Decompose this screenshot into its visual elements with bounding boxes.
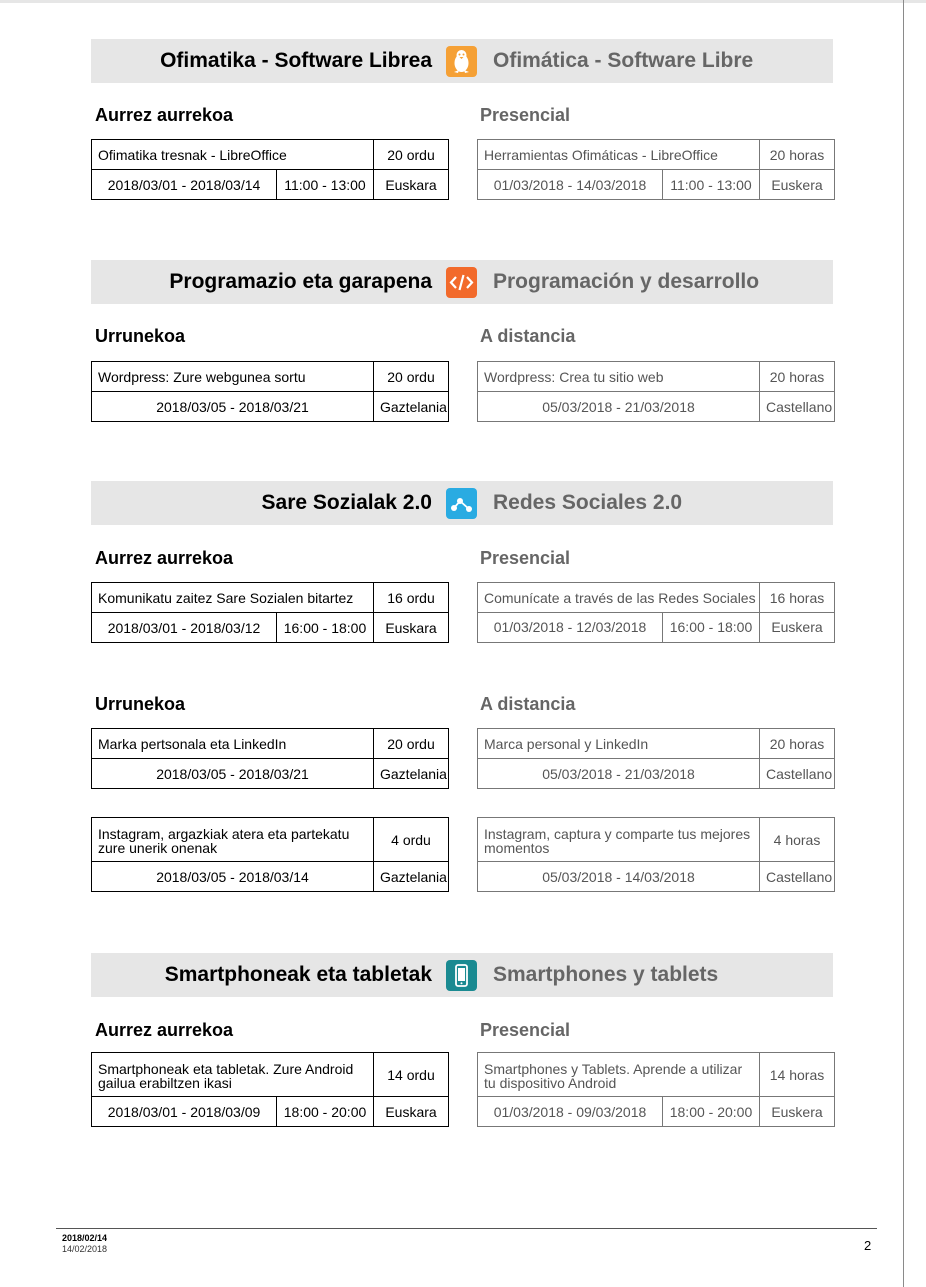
section-title-eu: Sare Sozialak 2.0 — [261, 491, 432, 514]
mode-label-es: Presencial — [480, 1020, 571, 1040]
course-table-es — [477, 582, 835, 613]
mode-label-eu: Urrunekoa — [95, 694, 186, 714]
course-name: Herramientas Ofimáticas - LibreOffice — [478, 140, 760, 170]
course-dates: 2018/03/01 - 2018/03/14 — [92, 170, 277, 200]
table-row — [478, 392, 835, 422]
course-dates: 05/03/2018 - 14/03/2018 — [478, 862, 760, 892]
course-table-es-row2 — [477, 612, 835, 643]
page-right-edge — [903, 0, 904, 1287]
course-language: Euskera — [760, 612, 835, 642]
code-icon — [446, 267, 477, 298]
section-title-es: Redes Sociales 2.0 — [493, 491, 683, 514]
table-row — [92, 759, 449, 789]
footer-divider — [56, 1228, 877, 1229]
course-name: Komunikatu zaitez Sare Sozialen bitartez — [92, 583, 374, 613]
course-name: Marka pertsonala eta LinkedIn — [92, 729, 374, 759]
mode-label-eu: Aurrez aurrekoa — [95, 548, 234, 568]
course-table-eu — [91, 817, 449, 892]
course-name: Instagram, captura y comparte tus mejores momentos — [478, 818, 760, 862]
course-name: Marca personal y LinkedIn — [478, 729, 760, 759]
course-table-eu — [91, 582, 449, 643]
footer-date-es: 14/02/2018 — [62, 1244, 108, 1254]
course-time: 18:00 - 20:00 — [663, 1097, 760, 1127]
section-ofimatika — [91, 39, 833, 193]
course-dates: 2018/03/01 - 2018/03/12 — [92, 613, 277, 643]
course-language: Euskara — [374, 1097, 449, 1127]
course-duration: 20 ordu — [374, 362, 449, 392]
penguin-icon — [446, 46, 477, 77]
course-time: 11:00 - 13:00 — [663, 170, 760, 200]
table-row — [478, 1053, 835, 1097]
table-row — [92, 818, 449, 862]
table-row — [478, 140, 835, 170]
course-time: 16:00 - 18:00 — [663, 612, 760, 642]
course-language: Castellano — [760, 392, 835, 422]
table-row — [478, 583, 835, 613]
course-name: Wordpress: Zure webgunea sortu — [92, 362, 374, 392]
course-dates: 05/03/2018 - 21/03/2018 — [478, 392, 760, 422]
mode-label-es: Presencial — [480, 105, 571, 125]
share-network-icon — [446, 488, 477, 519]
course-dates: 01/03/2018 - 14/03/2018 — [478, 170, 663, 200]
table-row — [92, 613, 449, 643]
footer-date-eu: 2018/02/14 — [62, 1233, 108, 1243]
section-header — [91, 39, 833, 83]
section-programazio — [91, 260, 833, 415]
page-number: 2 — [864, 1238, 872, 1253]
section-sare-sozialak — [91, 481, 833, 885]
course-table-es — [477, 817, 835, 892]
course-table-eu — [91, 1052, 449, 1127]
course-table-eu — [91, 361, 449, 422]
course-duration: 20 ordu — [374, 729, 449, 759]
section-title-eu: Ofimatika - Software Librea — [160, 49, 432, 72]
course-duration: 20 ordu — [374, 140, 449, 170]
smartphone-icon — [446, 960, 477, 991]
course-language: Gaztelania — [374, 759, 449, 789]
table-row — [92, 1097, 449, 1127]
course-table-eu — [91, 139, 449, 200]
table-row — [478, 612, 835, 642]
course-name: Wordpress: Crea tu sitio web — [478, 362, 760, 392]
top-border — [0, 0, 926, 3]
table-row — [92, 362, 449, 392]
mode-label-eu: Aurrez aurrekoa — [95, 105, 234, 125]
table-row — [92, 729, 449, 759]
course-language: Castellano — [760, 759, 835, 789]
section-title-es: Programación y desarrollo — [493, 270, 760, 293]
course-language: Euskera — [760, 1097, 835, 1127]
course-table-es — [477, 1052, 835, 1127]
table-row — [478, 818, 835, 862]
course-language: Euskera — [760, 170, 835, 200]
table-row — [478, 1097, 835, 1127]
course-language: Castellano — [760, 862, 835, 892]
course-duration: 16 ordu — [374, 583, 449, 613]
section-title-eu: Smartphoneak eta tabletak — [164, 963, 432, 986]
course-dates: 2018/03/05 - 2018/03/21 — [92, 759, 374, 789]
course-duration: 4 horas — [760, 818, 835, 862]
course-duration: 20 horas — [760, 362, 835, 392]
course-name: Smartphones y Tablets. Aprende a utilizar tu dispositivo Android — [478, 1053, 760, 1097]
section-header — [91, 953, 833, 997]
course-dates: 2018/03/01 - 2018/03/09 — [92, 1097, 277, 1127]
course-language: Euskara — [374, 613, 449, 643]
course-name: Ofimatika tresnak - LibreOffice — [92, 140, 374, 170]
table-row — [478, 170, 835, 200]
course-dates: 2018/03/05 - 2018/03/21 — [92, 392, 374, 422]
course-duration: 20 horas — [760, 729, 835, 759]
course-table-eu — [91, 728, 449, 789]
course-duration: 4 ordu — [374, 818, 449, 862]
table-row — [92, 583, 449, 613]
course-time: 11:00 - 13:00 — [277, 170, 374, 200]
course-name: Instagram, argazkiak atera eta partekatu zure unerik onenak — [92, 818, 374, 862]
course-language: Gaztelania — [374, 392, 449, 422]
mode-label-es: Presencial — [480, 548, 571, 568]
course-time: 18:00 - 20:00 — [277, 1097, 374, 1127]
section-smartphoneak — [91, 953, 833, 1120]
table-row — [92, 862, 449, 892]
course-language: Euskara — [374, 170, 449, 200]
course-table-es — [477, 139, 835, 200]
course-name: Smartphoneak eta tabletak. Zure Android gailua erabiltzen ikasi — [92, 1053, 374, 1097]
table-row — [478, 362, 835, 392]
course-dates: 05/03/2018 - 21/03/2018 — [478, 759, 760, 789]
mode-label-es: A distancia — [480, 326, 576, 346]
course-name: Comunícate a través de las Redes Sociales — [478, 583, 760, 613]
table-row — [478, 862, 835, 892]
course-dates: 01/03/2018 - 09/03/2018 — [478, 1097, 663, 1127]
section-header — [91, 260, 833, 304]
table-row — [92, 170, 449, 200]
section-title-es: Ofimática - Software Libre — [493, 49, 754, 72]
course-language: Gaztelania — [374, 862, 449, 892]
section-title-es: Smartphones y tablets — [493, 963, 719, 986]
section-title-eu: Programazio eta garapena — [169, 270, 432, 293]
course-dates: 01/03/2018 - 12/03/2018 — [478, 612, 663, 642]
table-row — [478, 729, 835, 759]
course-dates: 2018/03/05 - 2018/03/14 — [92, 862, 374, 892]
mode-label-eu: Urrunekoa — [95, 326, 186, 346]
course-table-es — [477, 728, 835, 789]
course-time: 16:00 - 18:00 — [277, 613, 374, 643]
table-row — [92, 140, 449, 170]
course-duration: 16 horas — [760, 583, 835, 613]
mode-label-eu: Aurrez aurrekoa — [95, 1020, 234, 1040]
section-header — [91, 481, 833, 525]
course-duration: 14 ordu — [374, 1053, 449, 1097]
table-row — [92, 1053, 449, 1097]
course-table-es — [477, 361, 835, 422]
course-duration: 14 horas — [760, 1053, 835, 1097]
table-row — [92, 392, 449, 422]
mode-label-es: A distancia — [480, 694, 576, 714]
table-row — [478, 759, 835, 789]
course-duration: 20 horas — [760, 140, 835, 170]
